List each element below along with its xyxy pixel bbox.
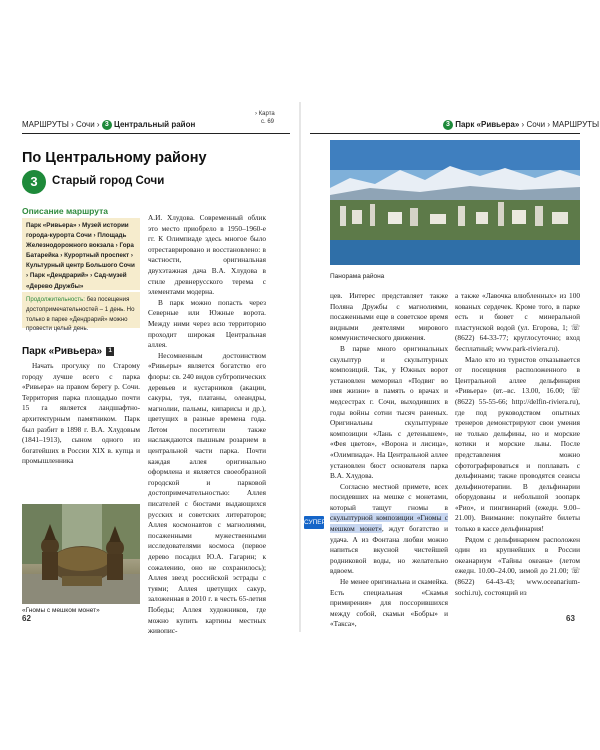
gnomes-sculpture-photo — [22, 504, 140, 604]
right-running-head: 3 Парк «Ривьера» › Сочи › МАРШРУТЫ — [443, 120, 599, 130]
route-number-badge-right: 3 — [443, 120, 453, 130]
left-page-number: 62 — [22, 614, 31, 623]
left-col2-text: А.И. Хлудова. Современный облик это место приобрело в 1950–1960-е гг. К Олимпиаде здесь многое было отреставрировано и восстановлено: в частности, оригинальная двухэтажная дача В.А. Хлудова в стиле древнерусского терема с элементами модерна. В парк можно попасть через Северные или Южные ворота. Между ними через всю территорию проходит широкая Центральная аллея. Несомненным достоинством «Ривьеры» является богатство его флоры: св. 240 видов субтропических деревьев и кустарников (акации, сакуры, туя, платаны, олеандры, магнолии, пальмы, кипарисы и др.), цветущих в разные времена года. Летом посетители также наслаждаются пышным розарием в центральной части парка. Почти каждая аллея оригинально оформлена и является своеобразной городской и парковой достопримечательностью: Аллея писателей с бюстами выдающихся русских и советских литераторов; Аллея космонавтов с магнолиями, посаженными мужественными исследователями космоса (первое дерево посадил Ю.А. Гагарин; к сожалению, оно не сохранилось); Аллея звезд российской эстрады с туями; Аллея цветущих сакур, заложенная в 2010 г. в честь 65-летия Победы; Аллея художников, где можно купить картины местных живопис- — [148, 213, 266, 636]
route-number-circle: 3 — [22, 170, 46, 194]
right-col2-text: а также «Лавочка влюбленных» из 100 кованых сердечек. Кроме того, в парке есть и бювет с минеральной пластунской водой (ул. Егорова, 1; ☏ (8622) 64-33-77; круглосуточно; вход бесплатный; www.park-riviera.ru). Мало кто из туристов отказывается от посещения расположенного в Центральной аллее дельфинария «Ривьера» (вт.–вс. 13.00, 16.00; ☏ (8622) 55-55-66; http://delfin-riviera.ru), где под руководством опытных тренеров демонстрируют свои умения не только дельфины, но и морские котики и морские львы. После представления можно сфотографироваться и поплавать с дельфинами; также проводятся сеансы дельфинотерапии. В дельфинарии оборудованы и небольшой зоопарк «Рио», и пингвинарий (ежедн. 9.00–21.00). Внимание: покупайте билеты только в кассе дельфинария! Рядом с дельфинарием расположен один из крупнейших в России океанариум «Тайны океана» (летом ежедн. 10.00–24.00, зимой до 21.00; ☏ (8622) 64-43-43; www.oceanarium-sochi.ru), состоящий из — [455, 291, 580, 597]
route-description-box: Парк «Ривьера» › Музей истории города-курорта Сочи › Площадь Железнодорожного вокзала › Гора Батарейка › Курортный проспект › Культурный центр Большого Сочи › Парк «Дендрарий» › Сад-музей «Дерево Дружбы» — [22, 218, 140, 290]
left-running-head: МАРШРУТЫ › Сочи › 3 Центральный район — [22, 120, 196, 130]
runhead-city: Сочи — [76, 120, 95, 130]
super-badge[interactable]: СУПЕР — [304, 516, 324, 529]
left-head-rule — [22, 133, 290, 134]
city-panorama-illustration — [330, 140, 580, 265]
route-subtitle: Старый город Сочи — [52, 175, 165, 187]
right-head-rule — [310, 133, 580, 134]
map-reference[interactable]: › Карта с. 69 — [255, 111, 275, 125]
left-col1-text: Начать прогулку по Старому городу лучше всего с парка «Ривьера» на правом берегу р. Сочи. Территория парка площадью почти 15 га является ландшафтно-архитектурным памятником. Парк был разбит в 1898 г. В.А. Хлудовым (1841–1913), сыном одного из богатейших в России XIX в. купца и промышленника — [22, 361, 140, 466]
park-heading: Парк «Ривьера» 1 — [22, 346, 114, 357]
panorama-photo-caption: Панорама района — [330, 273, 385, 280]
right-col1-text: цев. Интерес представляет также Поляна Дружбы с магнолиями, посаженными еще в советское время видными деятелями мирового коммунистического движения. В парке много оригинальных скульптур и скульптурных композиций. Так, у Южных ворот установлен мемориал «Подвиг во имя жизни» в память о врачах и медсестрах г. Сочи, выходивших в годы войны сотни тысяч раненых. Оригинальны скульптурные композиции «Лань с детенышем», «Фея цветов», «Ворона и лисица», «Олимпиада». На Центральной аллее установлен бюст основателя парка В.А. Хлудова. Согласно местной примете, всех посидевших на мешке с монетами, который тащут гномы в скульптурной композиции «Гномы с мешком монет», ждут богатство и удача. А из Фонтана любви можно напиться вкусной чистейшей родниковой воды, но желательно вдвоем. Не менее оригинальна и скамейка. Есть специальная «Скамья примирения» для поссорившихся между собой, скамьи «Бобры» и «Такса», — [330, 291, 448, 629]
right-page-number: 63 — [566, 614, 575, 623]
runhead-section: МАРШРУТЫ — [22, 120, 69, 130]
map-marker-badge: 1 — [106, 347, 114, 356]
spine-gutter — [299, 102, 301, 632]
highlighted-text[interactable]: скульптурной композиции «Гномы с мешком монет» — [330, 513, 448, 534]
runhead-area: Центральный район — [114, 120, 196, 130]
duration-box: Продолжительность: без посещения достопримечательностей – 1 день. Но только в парке «Дендрарий» можно провести целый день. — [22, 292, 140, 328]
panorama-photo — [330, 140, 580, 265]
page-title: По Центральному району — [22, 150, 207, 166]
gnomes-photo-caption: «Гномы с мешком монет» — [22, 607, 100, 614]
route-number-badge: 3 — [102, 120, 112, 130]
gnomes-illustration — [22, 504, 140, 604]
route-description-heading: Описание маршрута — [22, 206, 108, 216]
